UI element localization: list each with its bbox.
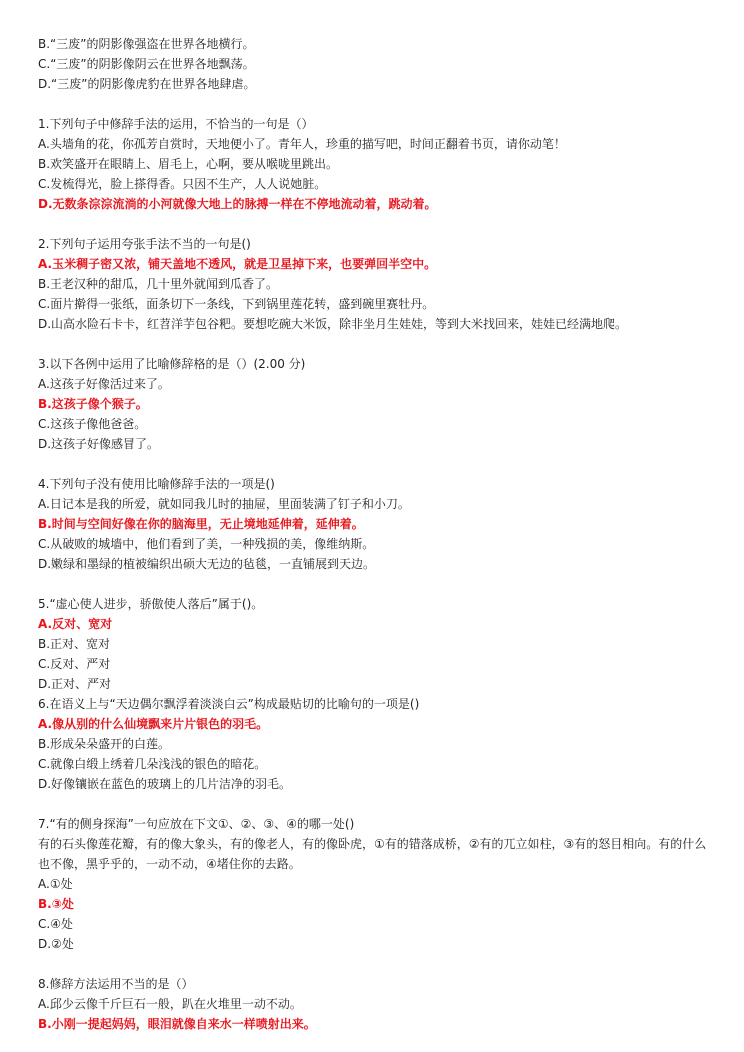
question-text: 5.“虚心使人进步，骄傲使人落后”属于()。 xyxy=(38,597,264,611)
question-text: 2.下列句子运用夸张手法不当的一句是() xyxy=(38,237,251,251)
option-text: D.正对、严对 xyxy=(38,677,112,691)
option-text: B.形成朵朵盛开的白莲。 xyxy=(38,737,171,751)
option-text: C.面片擀得一张纸，面条切下一条线，下到锅里莲花转，盛到碗里赛牡丹。 xyxy=(38,297,435,311)
option-text: C.发梳得光，脸上搽得香。只因不生产，人人说她脏。 xyxy=(38,177,327,191)
answer-option-text: B.小刚一提起妈妈，眼泪就像自来水一样喷射出来。 xyxy=(38,1017,316,1031)
answer-option-text: A.反对、宽对 xyxy=(38,617,113,631)
answer-option-text: B.时间与空间好像在你的脑海里，无止境地延伸着，延伸着。 xyxy=(38,517,364,531)
option-text: C.就像白缎上绣着几朵浅浅的银色的暗花。 xyxy=(38,757,267,771)
option-text: D.这孩子好像感冒了。 xyxy=(38,437,160,451)
answer-option-text: D.无数条淙淙流淌的小河就像大地上的脉搏一样在不停地流动着，跳动着。 xyxy=(38,197,437,211)
option-text: B.正对、宽对 xyxy=(38,637,111,651)
question-text: 7.“有的侧身探海”一句应放在下文①、②、③、④的哪一处() xyxy=(38,817,355,831)
option-text: B.欢笑盛开在眼睛上、眉毛上，心啊，要从喉咙里跳出。 xyxy=(38,157,339,171)
question-text: 6.在语义上与“天边偶尔飘浮着淡淡白云”构成最贴切的比喻句的一项是() xyxy=(38,697,420,711)
passage-text: 有的石头像莲花瓣，有的像大象头，有的像老人，有的像卧虎，①有的错落成桥，②有的兀立如柱，③有的怒目相向。有的什么也不像，黑乎乎的，一动不动，④堵住你的去路。 xyxy=(38,837,707,871)
option-text: C.④处 xyxy=(38,917,73,931)
option-text: A.日记本是我的所爱，就如同我儿时的抽屉，里面装满了钉子和小刀。 xyxy=(38,497,410,511)
question-text: 4.下列句子没有使用比喻修辞手法的一项是() xyxy=(38,477,275,491)
answer-option-text: B.这孩子像个猴子。 xyxy=(38,397,148,411)
answer-option-text: A.像从别的什么仙境飘来片片银色的羽毛。 xyxy=(38,717,269,731)
question-text: 3.以下各例中运用了比喻修辞格的是（）(2.00 分) xyxy=(38,357,306,371)
option-text: A.头墙角的花，你孤芳自赏时，天地便小了。青年人，珍重的描写吧，时间正翻着书页，请你动笔！ xyxy=(38,137,566,151)
option-text: C.从破败的城墙中，他们看到了美，一种残损的美，像维纳斯。 xyxy=(38,537,375,551)
option-text: D.好像镶嵌在蓝色的玻璃上的几片洁净的羽毛。 xyxy=(38,777,292,791)
option-text: A.这孩子好像活过来了。 xyxy=(38,377,170,391)
option-text: D.②处 xyxy=(38,937,74,951)
option-text: B.“三废”的阴影像强盗在世界各地横行。 xyxy=(38,37,255,51)
option-text: B.王老汉种的甜瓜，几十里外就闻到瓜香了。 xyxy=(38,277,279,291)
option-text: C.反对、严对 xyxy=(38,657,111,671)
question-text: 8.修辞方法运用不当的是（） xyxy=(38,977,194,991)
option-text: C.这孩子像他爸爸。 xyxy=(38,417,147,431)
question-text: 1.下列句子中修辞手法的运用，不恰当的一句是（） xyxy=(38,117,314,131)
option-text: D.山高水险石卡卡，红苕洋芋包谷粑。要想吃碗大米饭，除非坐月生娃娃，等到大米找回来，娃娃已经满地爬。 xyxy=(38,317,628,331)
option-text: A.①处 xyxy=(38,877,73,891)
answer-option-text: A.玉米稠子密又浓，铺天盖地不透风，就是卫星掉下来，也要弹回半空中。 xyxy=(38,257,437,271)
answer-option-text: B.③处 xyxy=(38,897,74,911)
option-text: A.邱少云像千斤巨石一般，趴在火堆里一动不动。 xyxy=(38,997,302,1011)
option-text: D.嫩绿和墨绿的植被编织出硕大无边的毡毯，一直铺展到天边。 xyxy=(38,557,376,571)
option-text: D.“三废”的阴影像虎豹在世界各地肆虐。 xyxy=(38,77,256,91)
option-text: C.“三废”的阴影像阴云在世界各地飘荡。 xyxy=(38,57,255,71)
